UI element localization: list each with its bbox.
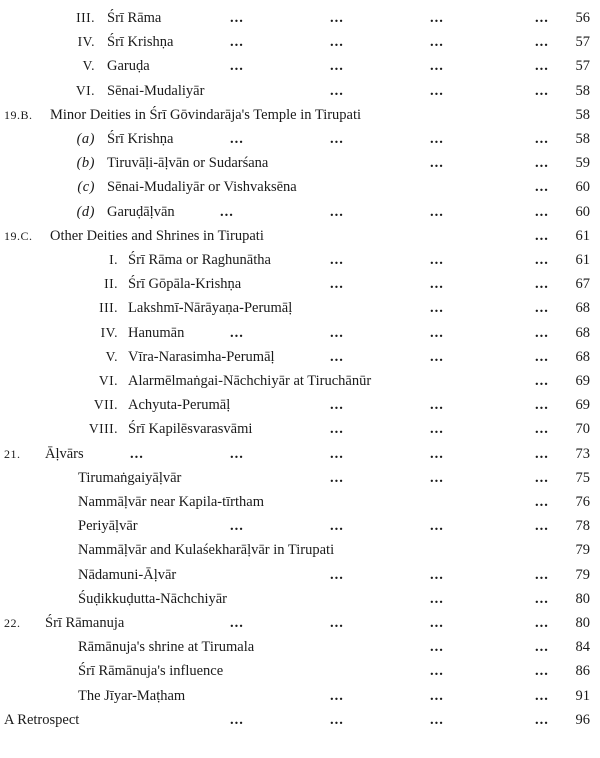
- toc-entry: [0, 199, 600, 225]
- page-number: 57: [575, 58, 590, 75]
- page-number: 58: [575, 106, 590, 123]
- entry-number: III.: [99, 300, 118, 316]
- leader-dot-group: ...: [330, 34, 344, 51]
- entry-number: III.: [76, 10, 95, 25]
- leader-dot-group: ...: [535, 82, 549, 99]
- toc-entry: [0, 368, 600, 394]
- leader-dot-group: ...: [330, 445, 344, 462]
- leader-dots: [0, 29, 560, 55]
- leader-dots: [0, 53, 560, 79]
- leader-dot-group: ...: [330, 252, 344, 268]
- leader-dot-group: ...: [330, 10, 344, 26]
- entry-title: Āḷvārs: [45, 445, 84, 462]
- leader-dot-group: ...: [535, 687, 549, 704]
- leader-dot-group: ...: [535, 58, 549, 75]
- page-number: 58: [575, 82, 590, 99]
- entry-number: IV.: [77, 34, 95, 50]
- leader-dot-group: ...: [535, 276, 549, 293]
- leader-dot-group: ...: [535, 373, 549, 389]
- leader-dots: [0, 441, 560, 467]
- page-number: 75: [575, 469, 590, 486]
- leader-dot-group: ...: [230, 615, 244, 631]
- leader-dots: [0, 489, 560, 515]
- leader-dot-group: ...: [330, 421, 344, 438]
- leader-dot-group: ...: [430, 252, 444, 268]
- entry-number: I.: [109, 252, 118, 267]
- leader-dot-group: ...: [535, 179, 549, 196]
- leader-dot-group: ...: [535, 590, 549, 607]
- leader-dot-group: ...: [430, 590, 444, 607]
- entry-title: Achyuta-Perumāḷ: [128, 397, 231, 414]
- entry-title: Śrī Krishṇa: [107, 34, 174, 51]
- page-number: 68: [575, 348, 590, 365]
- leader-dot-group: ...: [220, 203, 234, 220]
- leader-dot-group: ...: [430, 10, 444, 26]
- toc-entry: [0, 683, 600, 709]
- entry-title: Minor Deities in Śrī Gōvindarāja's Temple in Tirupati: [50, 106, 362, 123]
- leader-dot-group: ...: [430, 639, 444, 656]
- entry-title: Nādamuni-Āḷvār: [78, 566, 177, 583]
- leader-dot-group: ...: [535, 252, 549, 268]
- leader-dot-group: ...: [535, 34, 549, 51]
- leader-dots: [0, 586, 560, 612]
- toc-entry: [0, 5, 600, 31]
- leader-dots: [0, 174, 560, 200]
- toc-entry: [0, 126, 600, 152]
- page-number: 86: [575, 663, 590, 680]
- leader-dot-group: ...: [535, 348, 549, 365]
- leader-dot-group: ...: [330, 276, 344, 293]
- page-number: 80: [575, 615, 590, 631]
- page-number: 96: [575, 711, 590, 728]
- entry-number: (d): [76, 203, 95, 220]
- entry-title: A Retrospect: [4, 711, 80, 728]
- leader-dot-group: ...: [430, 469, 444, 486]
- entry-number: 22.: [4, 616, 21, 630]
- toc-entry: [0, 537, 600, 563]
- entry-title: Periyāḷvār: [78, 518, 138, 535]
- toc-entry: [0, 707, 600, 733]
- entry-number: (c): [77, 179, 95, 196]
- leader-dot-group: ...: [130, 445, 144, 462]
- toc-entry: [0, 320, 600, 346]
- leader-dot-group: ...: [330, 58, 344, 75]
- page-number: 61: [575, 227, 590, 244]
- leader-dots: [0, 126, 560, 152]
- leader-dot-group: ...: [330, 348, 344, 365]
- toc-entry: [0, 634, 600, 660]
- entry-title: Tirumaṅgaiyāḷvār: [78, 469, 182, 486]
- toc-entry: [0, 489, 600, 515]
- toc-entry: [0, 586, 600, 612]
- toc-entry: [0, 658, 600, 684]
- entry-number: IV.: [100, 324, 118, 340]
- toc-entry: [0, 416, 600, 442]
- leader-dots: [0, 223, 560, 249]
- leader-dot-group: ...: [430, 518, 444, 535]
- leader-dots: [0, 658, 560, 684]
- entry-number: V.: [82, 58, 95, 74]
- leader-dot-group: ...: [330, 518, 344, 535]
- leader-dot-group: ...: [330, 324, 344, 341]
- entry-title: The Jīyar-Maṭham: [78, 687, 186, 704]
- page-number: 79: [575, 566, 590, 583]
- entry-title: Śuḍikkuḍutta-Nāchchiyār: [78, 590, 227, 607]
- leader-dot-group: ...: [230, 445, 244, 462]
- leader-dot-group: ...: [430, 203, 444, 220]
- leader-dot-group: ...: [430, 348, 444, 365]
- entry-title: Śrī Kapilēsvarasvāmi: [128, 421, 253, 438]
- leader-dots: [0, 683, 560, 709]
- leader-dot-group: ...: [330, 203, 344, 220]
- entry-title: Rāmānuja's shrine at Tirumala: [78, 639, 255, 656]
- leader-dot-group: ...: [330, 687, 344, 704]
- leader-dots: [0, 392, 560, 418]
- page-number: 61: [575, 252, 590, 268]
- leader-dot-group: ...: [430, 397, 444, 414]
- leader-dot-group: ...: [535, 131, 549, 147]
- page-number: 80: [575, 590, 590, 607]
- entry-title: Hanumān: [128, 324, 185, 341]
- toc-entry: [0, 102, 600, 128]
- page-number: 60: [575, 179, 590, 196]
- entry-number: 21.: [4, 446, 21, 461]
- leader-dots: [0, 416, 560, 442]
- leader-dot-group: ...: [230, 324, 244, 341]
- leader-dot-group: ...: [230, 711, 244, 728]
- entry-number: 19.B.: [4, 107, 33, 122]
- leader-dot-group: ...: [230, 34, 244, 51]
- leader-dot-group: ...: [330, 397, 344, 414]
- entry-number: VII.: [93, 397, 118, 413]
- page-number: 91: [575, 687, 590, 704]
- entry-number: VI.: [75, 82, 95, 98]
- entry-title: Lakshmī-Nārāyaṇa-Perumāḷ: [128, 300, 293, 317]
- leader-dots: [0, 707, 560, 733]
- entry-title: Śrī Rāma: [107, 10, 162, 26]
- leader-dot-group: ...: [535, 445, 549, 462]
- leader-dot-group: ...: [430, 615, 444, 631]
- leader-dot-group: ...: [430, 324, 444, 341]
- leader-dot-group: ...: [535, 203, 549, 220]
- leader-dot-group: ...: [330, 469, 344, 486]
- leader-dots: [0, 537, 560, 563]
- entry-title: Śrī Krishṇa: [107, 131, 174, 147]
- entry-title: Garuḍa: [107, 58, 150, 75]
- entry-title: Sēnai-Mudaliyār: [107, 82, 205, 99]
- page-number: 69: [575, 373, 590, 389]
- leader-dot-group: ...: [535, 566, 549, 583]
- entry-title: Alarmēlmaṅgai-Nāchchiyār at Tiruchānūr: [128, 373, 372, 389]
- leader-dot-group: ...: [230, 131, 244, 147]
- leader-dot-group: ...: [535, 227, 549, 244]
- leader-dot-group: ...: [330, 566, 344, 583]
- page-number: 69: [575, 397, 590, 414]
- leader-dot-group: ...: [535, 324, 549, 341]
- entry-number: VI.: [98, 373, 118, 388]
- entry-title: Other Deities and Shrines in Tirupati: [50, 227, 264, 244]
- toc-entry: [0, 174, 600, 200]
- leader-dot-group: ...: [535, 397, 549, 414]
- page-number: 76: [575, 494, 590, 510]
- page-number: 70: [575, 421, 590, 438]
- page-number: 59: [575, 155, 590, 172]
- entry-number: II.: [104, 276, 118, 292]
- page-number: 78: [575, 518, 590, 535]
- page-number: 68: [575, 324, 590, 341]
- leader-dot-group: ...: [330, 711, 344, 728]
- leader-dot-group: ...: [430, 82, 444, 99]
- entry-title: Nammāḷvār and Kulaśekharāḷvār in Tirupati: [78, 542, 335, 559]
- leader-dots: [0, 562, 560, 588]
- page-number: 73: [575, 445, 590, 462]
- entry-title: Nammāḷvār near Kapila-tīrtham: [78, 494, 265, 510]
- leader-dots: [0, 610, 560, 636]
- leader-dot-group: ...: [230, 58, 244, 75]
- leader-dot-group: ...: [430, 300, 444, 317]
- leader-dot-group: ...: [430, 421, 444, 438]
- toc-entry: [0, 29, 600, 55]
- leader-dots: [0, 247, 560, 273]
- leader-dot-group: ...: [535, 518, 549, 535]
- toc-entry: [0, 344, 600, 370]
- toc-entry: [0, 271, 600, 297]
- leader-dot-group: ...: [430, 276, 444, 293]
- leader-dot-group: ...: [430, 131, 444, 147]
- toc-entry: [0, 295, 600, 321]
- leader-dot-group: ...: [535, 711, 549, 728]
- entry-title: Śrī Rāmānuja's influence: [78, 663, 224, 680]
- leader-dots: [0, 634, 560, 660]
- leader-dot-group: ...: [330, 82, 344, 99]
- toc-entry: [0, 441, 600, 467]
- leader-dots: [0, 295, 560, 321]
- toc-entry: [0, 53, 600, 79]
- leader-dots: [0, 368, 560, 394]
- leader-dots: [0, 150, 560, 176]
- leader-dot-group: ...: [535, 639, 549, 656]
- entry-title: Garuḍāḷvān: [107, 203, 175, 220]
- page-number: 84: [575, 639, 590, 656]
- leader-dot-group: ...: [430, 34, 444, 51]
- leader-dot-group: ...: [230, 10, 244, 26]
- leader-dot-group: ...: [430, 566, 444, 583]
- leader-dots: [0, 271, 560, 297]
- toc-entry: [0, 150, 600, 176]
- page-number: 56: [575, 10, 590, 26]
- toc-entry: [0, 610, 600, 636]
- leader-dot-group: ...: [430, 445, 444, 462]
- entry-title: Śrī Gōpāla-Krishṇa: [128, 276, 242, 293]
- page-number: 67: [575, 276, 590, 293]
- leader-dot-group: ...: [535, 663, 549, 680]
- leader-dot-group: ...: [330, 131, 344, 147]
- leader-dots: [0, 199, 560, 225]
- leader-dot-group: ...: [430, 711, 444, 728]
- toc-entry: [0, 465, 600, 491]
- leader-dot-group: ...: [535, 494, 549, 510]
- leader-dot-group: ...: [535, 10, 549, 26]
- entry-number: V.: [105, 348, 118, 364]
- entry-title: Tiruvāḷi-āḷvān or Sudarśana: [107, 155, 269, 172]
- leader-dot-group: ...: [430, 663, 444, 680]
- leader-dot-group: ...: [535, 469, 549, 486]
- toc-entry: [0, 247, 600, 273]
- leader-dot-group: ...: [430, 155, 444, 172]
- page-number: 57: [575, 34, 590, 51]
- toc-entry: [0, 513, 600, 539]
- entry-title: Vīra-Narasimha-Perumāḷ: [128, 348, 275, 365]
- toc-entry: [0, 78, 600, 104]
- leader-dot-group: ...: [330, 615, 344, 631]
- entry-number: VIII.: [88, 421, 118, 437]
- leader-dots: [0, 465, 560, 491]
- page-number: 58: [575, 131, 590, 147]
- toc-entry: [0, 562, 600, 588]
- page-number: 60: [575, 203, 590, 220]
- leader-dots: [0, 5, 560, 31]
- leader-dots: [0, 102, 560, 128]
- leader-dot-group: ...: [230, 518, 244, 535]
- entry-title: Śrī Rāma or Raghunātha: [128, 252, 271, 268]
- leader-dots: [0, 78, 560, 104]
- leader-dot-group: ...: [535, 421, 549, 438]
- leader-dots: [0, 513, 560, 539]
- toc-entry: [0, 392, 600, 418]
- leader-dot-group: ...: [535, 155, 549, 172]
- page-number: 79: [575, 542, 590, 559]
- entry-title: Sēnai-Mudaliyār or Vishvaksēna: [107, 179, 297, 196]
- leader-dot-group: ...: [535, 615, 549, 631]
- leader-dots: [0, 320, 560, 346]
- leader-dots: [0, 344, 560, 370]
- leader-dot-group: ...: [430, 687, 444, 704]
- leader-dot-group: ...: [430, 58, 444, 75]
- entry-title: Śrī Rāmanuja: [45, 615, 125, 631]
- entry-number: 19.C.: [4, 228, 33, 243]
- leader-dot-group: ...: [535, 300, 549, 317]
- entry-number: (a): [76, 131, 95, 147]
- page-number: 68: [575, 300, 590, 317]
- toc-entry: [0, 223, 600, 249]
- entry-number: (b): [76, 155, 95, 172]
